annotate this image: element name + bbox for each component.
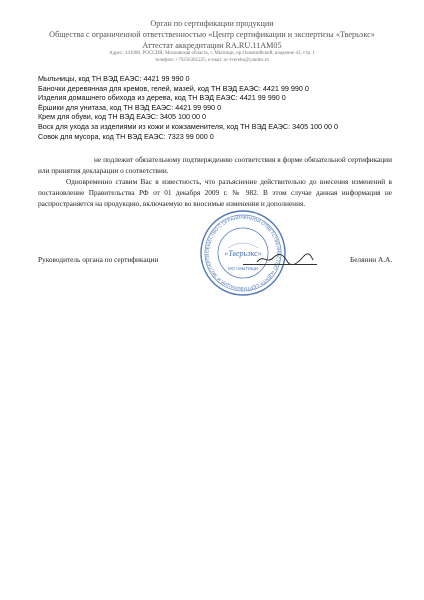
signatory-name: Белянин А.А.: [350, 255, 393, 264]
product-item: Мыльницы, код ТН ВЭД ЕАЭС: 4421 99 990 0: [38, 74, 190, 83]
header-address-line: Адрес: 141008, РОССИЯ, Московская область, г. Мытищи, пр.Олимпийский, владение 43, стр. 1: [109, 51, 315, 56]
seal-bottom-text: МО г.МЫТИЩИ: [228, 266, 258, 271]
product-list: [38, 74, 418, 141]
seal-outer-text: ОБЩЕСТВО С ОГРАНИЧЕННОЙ ОТВЕТСТВЕННОСТЬЮ «ЦЕНТР СЕРТИФИКАЦИИ И ЭКСПЕРТИ: [204, 214, 282, 292]
product-item: Изделия домашнего обихода из дерева, код ТН ВЭД ЕАЭС: 4421 99 990 0: [38, 93, 286, 103]
product-item: Совок для мусора, код ТН ВЭД ЕАЭС: 7323 99 000 0: [38, 131, 214, 141]
seal-center-text: «Тверьэкс»: [224, 249, 262, 258]
signatory-role: Руководитель органа по сертификации: [38, 255, 159, 264]
signature-line: [243, 264, 317, 265]
paragraph-exemption: не подлежит обязательному подтверждению соответствия в форме обязательной сертификации или принятия декларации о соответствии.: [38, 155, 392, 175]
header-contacts-line: телефон: +79256361225, e-mail: oc-tvereks@yandex.ru: [155, 58, 269, 63]
header-accreditation-line: Аттестат аккредитации RA.RU.11AM05: [142, 41, 282, 50]
product-item: Ёршики для унитаза, код ТН ВЭД ЕАЭС: 4421 99 990 0: [38, 102, 222, 112]
header-org-line: Орган по сертификации продукции: [150, 19, 274, 28]
paragraph-notice: Одновременно ставим Вас в известность, что разъяснение действительно до внесения изменений в постановление Правительства РФ от 01 декабря 2009 г. № 982. В этом случае данная информация не распространяется на продукцию, включаемую во вносимые изменения и дополнения.: [38, 177, 392, 208]
product-item: Воск для ухода за изделиями из кожи и кожзаменителя, код ТН ВЭД ЕАЭС: 3405 100 00 0: [38, 121, 339, 131]
product-item: Крем для обуви, код ТН ВЭД ЕАЭС: 3405 100 00 0: [38, 112, 206, 122]
header-company-line: Общества с ограниченной ответственностью «Центр сертификации и экспертизы «Тверьэкс»: [49, 30, 375, 39]
product-item: Баночки деревянная для кремов, гелей, мазей, код ТН ВЭД ЕАЭС: 4421 99 990 0: [38, 83, 309, 93]
